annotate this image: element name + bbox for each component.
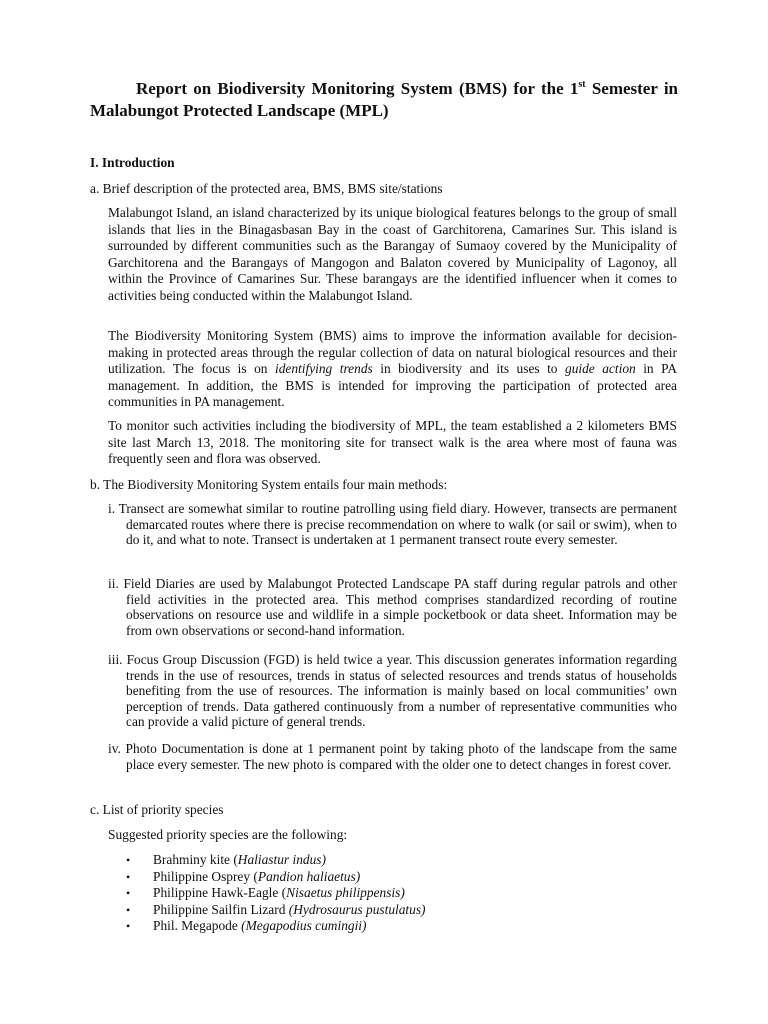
bms-purpose-emphasis-2: guide action <box>565 361 636 377</box>
species-common-name: Philippine Hawk-Eagle ( <box>153 885 287 900</box>
title-rest: Semester in Malabungot Protected Landscape (MPL) <box>90 79 678 120</box>
species-common-name: Philippine Sailfin Lizard <box>153 901 289 917</box>
species-common-name: Phil. Megapode <box>153 918 242 933</box>
bms-purpose-emphasis-1: identifying trends <box>274 361 373 377</box>
bms-purpose-text-1: The Biodiversity Monitoring System (BMS) aims to improve the information available for decision-making in protected areas through the regular collection of data on natural biological resources and their utilization. The focus is on <box>108 328 677 377</box>
species-common-name: Philippine Osprey ( <box>153 868 258 884</box>
report-title <box>90 78 678 122</box>
section-heading-introduction: I. Introduction <box>90 155 175 170</box>
species-scientific-name: Haliastur indus) <box>237 852 326 867</box>
paragraph-bms-site: To monitor such activities including the biodiversity of MPL, the team established a 2 kilometers BMS site last March 13, 2018. The monitoring site for transect walk is the area where most of fauna was frequently seen and flora was observed. <box>108 418 677 467</box>
method-photo-documentation: iv. Photo Documentation is done at 1 permanent point by taking photo of the landscape from the same place every semester. The new photo is compared with the older one to detect changes in forest cover. <box>108 741 677 772</box>
bullet-icon: • <box>126 886 131 900</box>
paragraph-island-description: Malabungot Island, an island characterized by its unique biological features belongs to the group of small islands that lies in the Binagasbasan Bay in the coast of Garchitorena, Camarines Sur. This island is surrounded by different communities such as the Barangay of Sumaoy covered by the Municipality of Garchitorena and the Barangays of Mangogon and Balaton covered by Municipality of Lagonoy, all within the Province of Camarines Sur. These barangays are the identified influencer when it comes to activities being conducted within the Malabungot Island. <box>108 205 677 303</box>
priority-species-list <box>126 852 426 935</box>
paragraph-bms-purpose <box>108 328 677 411</box>
subsection-b-label: b. The Biodiversity Monitoring System entails four main methods: <box>90 477 448 492</box>
bullet-icon: • <box>126 919 131 933</box>
method-field-diaries: ii. Field Diaries are used by Malabungot Protected Landscape PA staff during regular patrols and other field activities in the protected area. This method comprises standardized recording of routine observations on resource use and wildlife in a simple pocketbook or data sheet. Information may be from own observations or second-hand information. <box>108 576 677 638</box>
title-main: Report on Biodiversity Monitoring System (BMS) for the 1 <box>136 79 579 98</box>
list-item <box>126 869 426 886</box>
method-transect: i. Transect are somewhat similar to routine patrolling using field diary. However, transects are permanent demarcated routes where there is precise recommendation on where to walk (or sail or swim), when to do it, and what to note. Transect is undertaken at 1 permanent transect route every semester. <box>108 501 677 548</box>
subsection-a-label: a. Brief description of the protected area, BMS, BMS site/stations <box>90 181 443 196</box>
list-item <box>126 918 426 935</box>
list-item <box>126 902 426 919</box>
species-scientific-name: Nisaetus philippensis) <box>286 885 405 900</box>
bullet-icon: • <box>126 869 131 884</box>
species-scientific-name: Pandion haliaetus) <box>257 868 361 884</box>
species-common-name: Brahminy kite ( <box>153 852 238 867</box>
method-focus-group-discussion: iii. Focus Group Discussion (FGD) is held twice a year. This discussion generates information regarding trends in the use of resources, trends in status of selected resources and trends status of households benefiting from the use of resources. The information is mainly based on local communities’ own perception of trends. Data gathered continuously from a number of representative communities who can provide a valid picture of general trends. <box>108 652 677 730</box>
list-item <box>126 885 426 902</box>
title-superscript: st <box>578 79 586 90</box>
subsection-c-label: c. List of priority species <box>90 802 224 817</box>
bullet-icon: • <box>126 902 131 917</box>
priority-species-intro: Suggested priority species are the following: <box>108 827 348 842</box>
species-scientific-name: (Hydrosaurus pustulatus) <box>288 901 426 917</box>
bms-purpose-text-3: in PA management. In addition, the BMS is intended for improving the participation of protected area communities in PA management. <box>108 361 677 410</box>
species-scientific-name: (Megapodius cumingii) <box>241 918 367 933</box>
bullet-icon: • <box>126 853 131 867</box>
bms-purpose-text-2: in biodiversity and its uses to <box>372 361 565 377</box>
list-item <box>126 852 426 869</box>
